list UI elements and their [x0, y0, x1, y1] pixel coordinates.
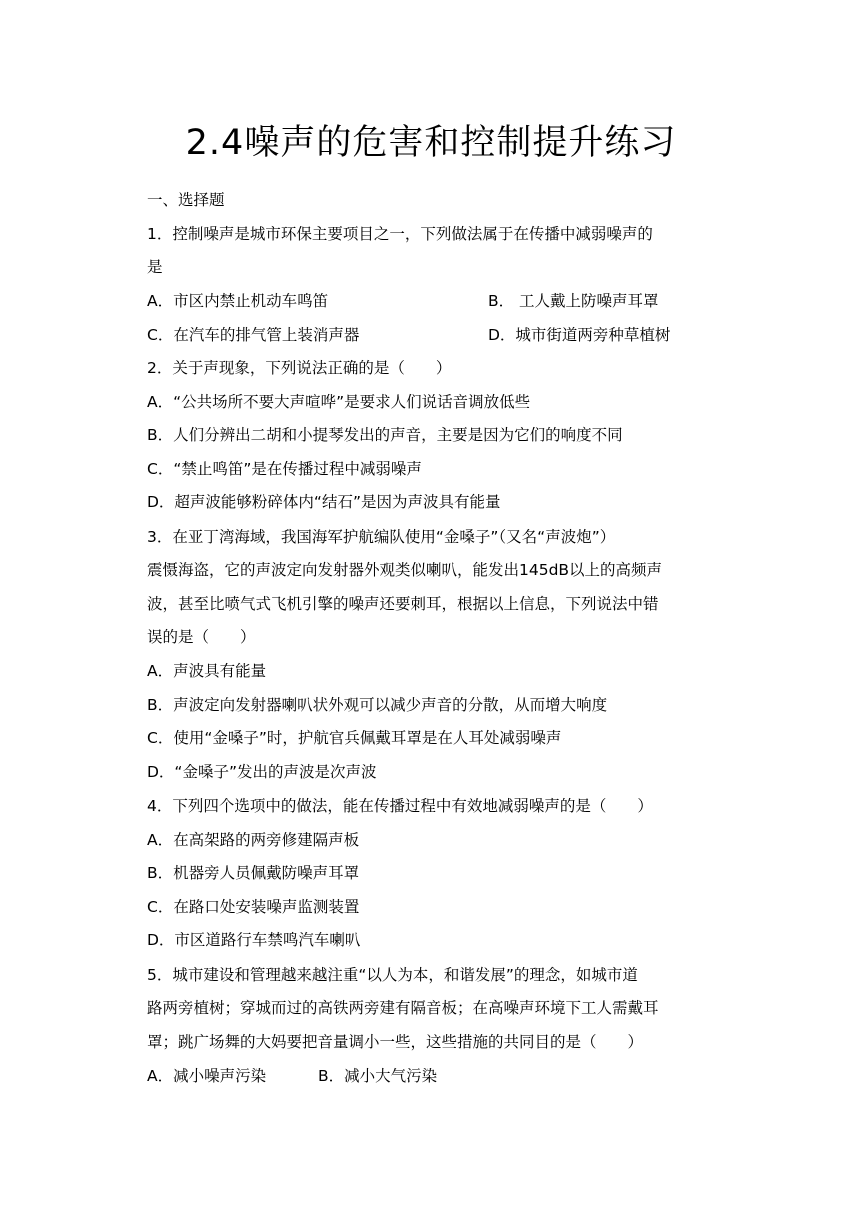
question-2-option-d: D．超声波能够粉碎体内“结石”是因为声波具有能量 [147, 493, 501, 511]
question-2-option-b: B．人们分辨出二胡和小提琴发出的声音，主要是因为它们的响度不同 [147, 426, 623, 444]
question-1-option-b: B． 工人戴上防噪声耳罩 [488, 292, 659, 310]
question-5-option-b: B．减小大气污染 [318, 1067, 438, 1085]
question-3-stem-line-4: 误的是（ ） [147, 628, 256, 646]
question-1-option-d: D．城市街道两旁种草植树 [488, 326, 671, 344]
question-5-stem-line-2: 路两旁植树；穿城而过的高铁两旁建有隔音板；在高噪声环境下工人需戴耳 [147, 999, 659, 1017]
question-1-option-c: C．在汽车的排气管上装消声器 [147, 326, 360, 344]
question-1-stem-line-1: 1．控制噪声是城市环保主要项目之一，下列做法属于在传播中减弱噪声的 [147, 225, 653, 243]
question-4-option-a: A．在高架路的两旁修建隔声板 [147, 831, 360, 849]
question-4-option-d: D．市区道路行车禁鸣汽车喇叭 [147, 931, 361, 949]
section-heading: 一、选择题 [147, 191, 225, 209]
question-5-stem-line-1: 5．城市建设和管理越来越注重“以人为本，和谐发展”的理念，如城市道 [147, 966, 638, 984]
question-1-stem-line-2: 是 [147, 258, 163, 276]
question-5-option-a: A．减小噪声污染 [147, 1067, 267, 1085]
question-3-option-d: D．“金嗓子”发出的声波是次声波 [147, 763, 377, 781]
question-4-option-b: B．机器旁人员佩戴防噪声耳罩 [147, 864, 360, 882]
question-3-stem-line-2: 震慑海盗，它的声波定向发射器外观类似喇叭，能发出145dB以上的高频声 [147, 561, 663, 579]
question-4-stem: 4．下列四个选项中的做法，能在传播过程中有效地减弱噪声的是（ ） [147, 797, 653, 815]
question-3-option-b: B．声波定向发射器喇叭状外观可以减少声音的分散，从而增大响度 [147, 696, 608, 714]
question-3-stem-line-1: 3．在亚丁湾海域，我国海军护航编队使用“金嗓子”（又名“声波炮”） [147, 528, 616, 546]
question-1-option-a: A．市区内禁止机动车鸣笛 [147, 292, 329, 310]
question-3-stem-line-3: 波，甚至比喷气式飞机引擎的噪声还要刺耳，根据以上信息，下列说法中错 [147, 595, 659, 613]
page-title: 2.4噪声的危害和控制提升练习 [185, 123, 677, 163]
question-5-stem-line-3: 罩；跳广场舞的大妈要把音量调小一些，这些措施的共同目的是（ ） [147, 1033, 644, 1051]
question-3-option-c: C．使用“金嗓子”时，护航官兵佩戴耳罩是在人耳处减弱噪声 [147, 729, 562, 747]
question-2-stem: 2．关于声现象，下列说法正确的是（ ） [147, 359, 452, 377]
question-3-option-a: A．声波具有能量 [147, 662, 267, 680]
question-2-option-c: C．“禁止鸣笛”是在传播过程中减弱噪声 [147, 460, 422, 478]
question-2-option-a: A．“公共场所不要大声喧哗”是要求人们说话音调放低些 [147, 393, 531, 411]
question-4-option-c: C．在路口处安装噪声监测装置 [147, 898, 360, 916]
